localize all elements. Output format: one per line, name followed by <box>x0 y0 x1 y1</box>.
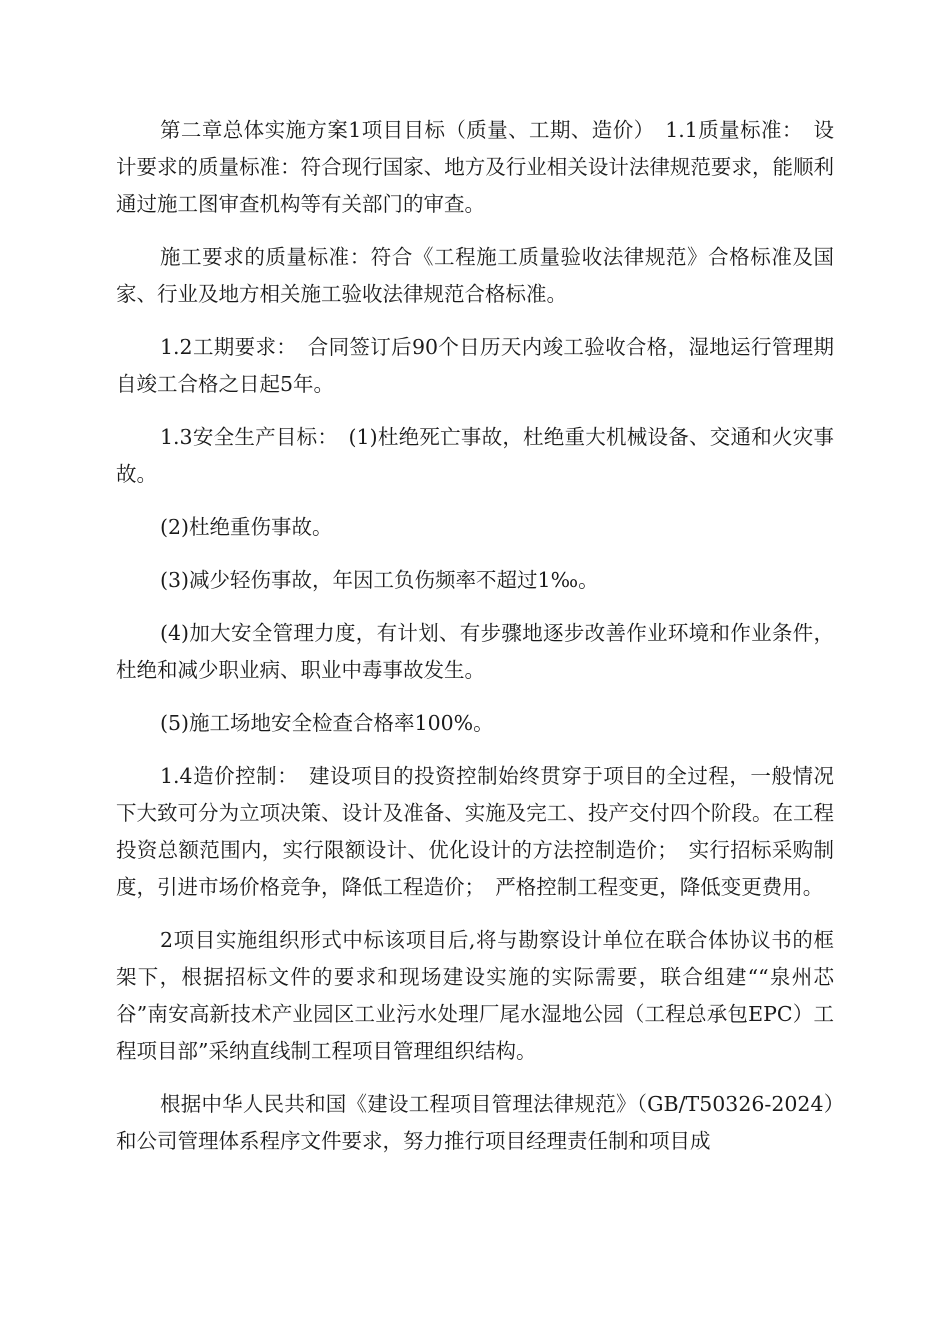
paragraph-safety-goal-2: (2)杜绝重伤事故。 <box>160 515 333 539</box>
paragraph-safety-goal-4: (4)加大安全管理力度，有计划、有步骤地逐步改善作业环境和作业条件，杜绝和减少职业病、职业中毒事故发生。 <box>116 621 834 682</box>
document-page <box>116 112 834 1176</box>
paragraph-safety-goal-3: (3)减少轻伤事故，年因工负伤频率不超过1‰。 <box>160 568 599 592</box>
paragraph-safety-goal-1: 1.3安全生产目标： (1)杜绝死亡事故，杜绝重大机械设备、交通和火灾事故。 <box>116 425 834 486</box>
paragraph-project-goals: 第二章总体实施方案1项目目标（质量、工期、造价） 1.1质量标准： 设计要求的质量标准：符合现行国家、地方及行业相关设计法律规范要求，能顺利通过施工图审查机构等有关部门的审查。 <box>116 118 834 216</box>
paragraph-construction-quality: 施工要求的质量标准：符合《工程施工质量验收法律规范》合格标准及国家、行业及地方相关施工验收法律规范合格标准。 <box>116 245 834 306</box>
paragraph-cost-control: 1.4造价控制： 建设项目的投资控制始终贯穿于项目的全过程，一般情况下大致可分为立项决策、设计及准备、实施及完工、投产交付四个阶段。在工程投资总额范围内，实行限额设计、优化设计的方法控制造价； 实行招标采购制度，引进市场价格竞争，降低工程造价； 严格控制工程变更，降低变更费用。 <box>116 764 834 899</box>
paragraph-safety-goal-5: (5)施工场地安全检查合格率100%。 <box>160 711 494 735</box>
paragraph-management-standard: 根据中华人民共和国《建设工程项目管理法律规范》（GB/T50326-2024）和公司管理体系程序文件要求，努力推行项目经理责任制和项目成 <box>116 1092 834 1153</box>
paragraph-schedule: 1.2工期要求： 合同签订后90个日历天内竣工验收合格，湿地运行管理期自竣工合格之日起5年。 <box>116 335 834 396</box>
paragraph-organization: 2项目实施组织形式中标该项目后,将与勘察设计单位在联合体协议书的框架下，根据招标文件的要求和现场建设实施的实际需要，联合组建““泉州芯谷”南安高新技术产业园区工业污水处理厂尾水湿地公园（工程总承包EPC）工程项目部”采纳直线制工程项目管理组织结构。 <box>116 928 834 1063</box>
